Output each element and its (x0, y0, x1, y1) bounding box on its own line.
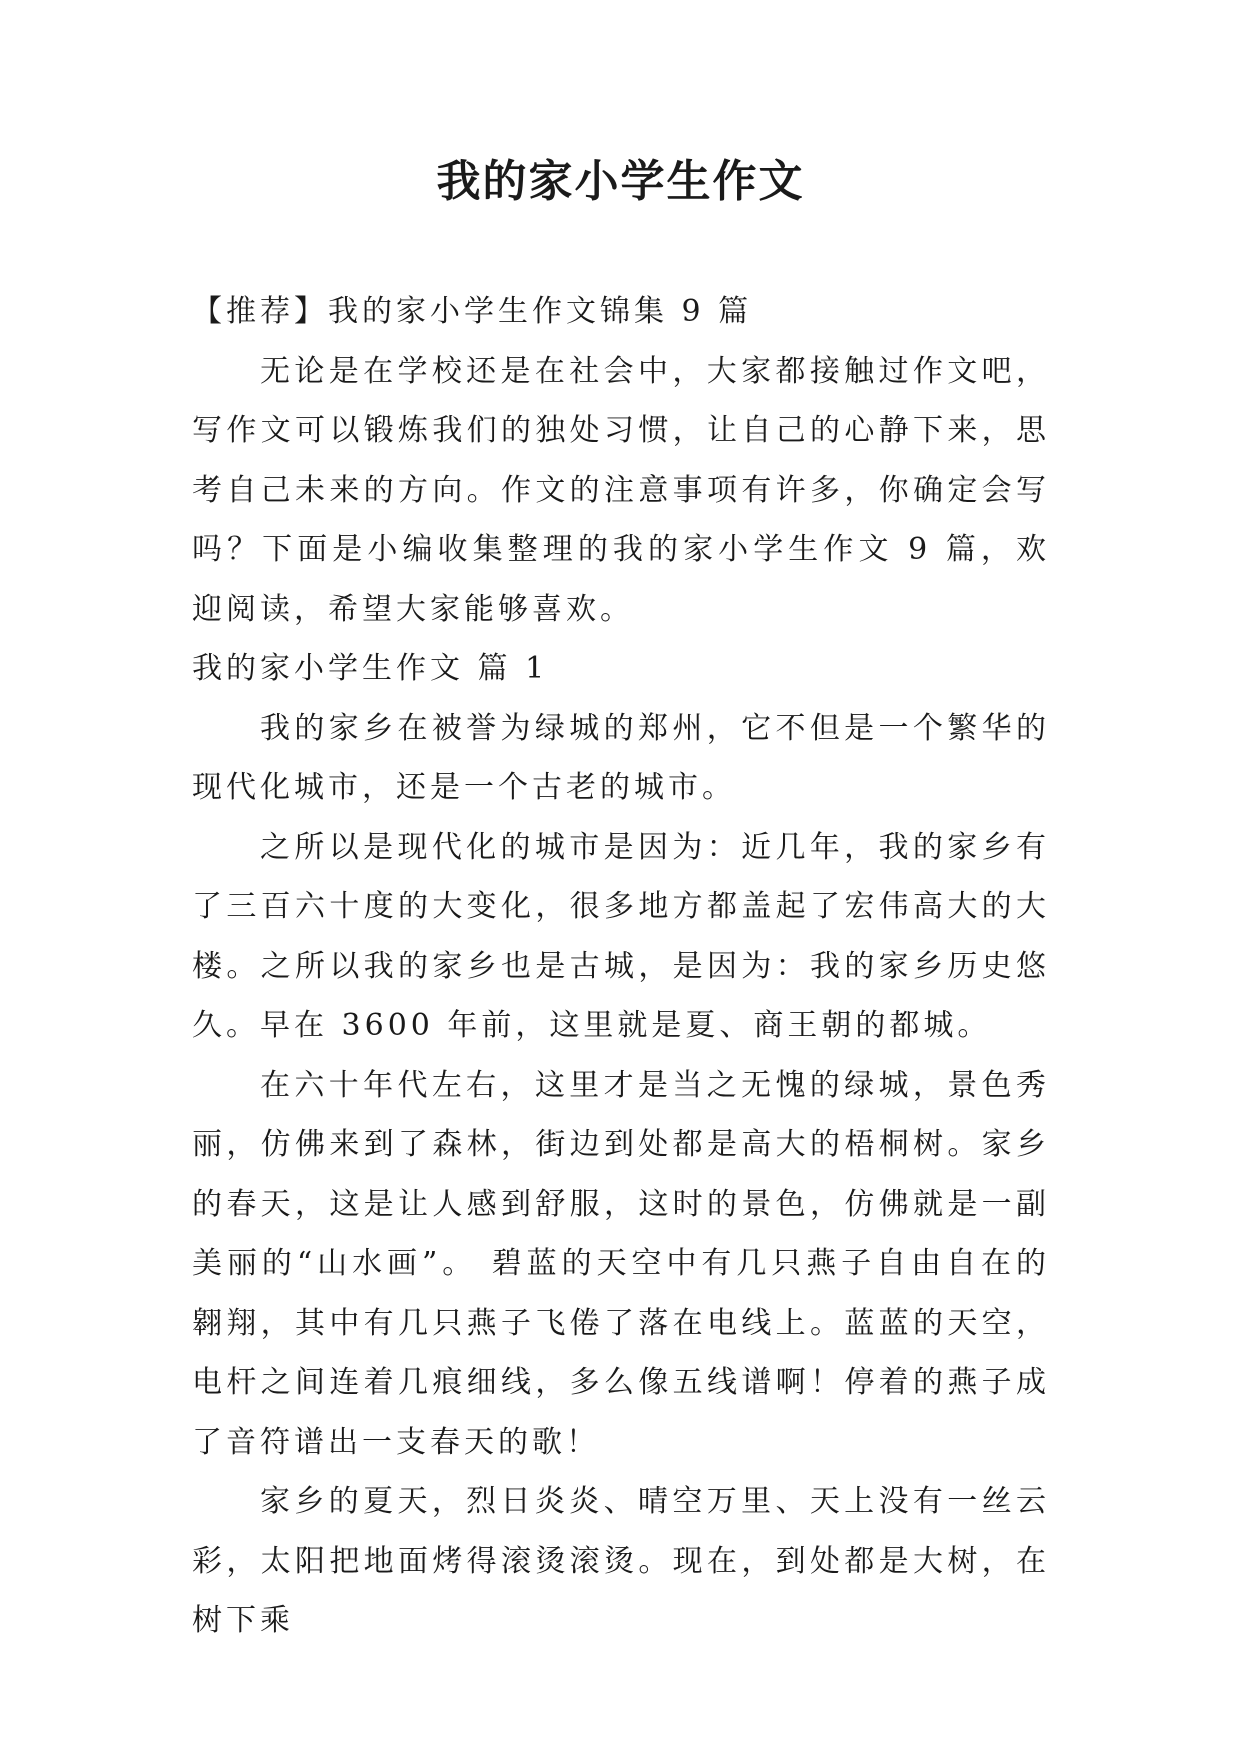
paragraph: 我的家乡在被誉为绿城的郑州，它不但是一个繁华的现代化城市，还是一个古老的城市。 (192, 710, 1050, 805)
intro-paragraph: 无论是在学校还是在社会中，大家都接触过作文吧，写作文可以锻炼我们的独处习惯，让自己的心静下来，思考自己未来的方向。作文的注意事项有许多，你确定会写吗？下面是小编收集整理的我的家小学生作文 9 篇，欢迎阅读，希望大家能够喜欢。 (192, 353, 1050, 627)
document-body (192, 282, 1050, 1651)
paragraph: 之所以是现代化的城市是因为：近几年，我的家乡有了三百六十度的大变化，很多地方都盖起了宏伟高大的大楼。之所以我的家乡也是古城，是因为：我的家乡历史悠久。早在 3600 年前，这里就是夏、商王朝的都城。 (192, 829, 1050, 1043)
essay-1-heading: 我的家小学生作文 篇 1 (192, 651, 549, 686)
paragraph: 家乡的夏天，烈日炎炎、晴空万里、天上没有一丝云彩，太阳把地面烤得滚烫滚烫。现在，到处都是大树，在树下乘 (192, 1484, 1050, 1638)
document-title: 我的家小学生作文 (436, 156, 805, 207)
paragraph: 在六十年代左右，这里才是当之无愧的绿城，景色秀丽，仿佛来到了森林，街边到处都是高大的梧桐树。家乡的春天，这是让人感到舒服，这时的景色，仿佛就是一副美丽的“山水画”。 碧蓝的天空中有几只燕子自由自在的翱翔，其中有几只燕子飞倦了落在电线上。蓝蓝的天空，电杆之间连着几痕细线，多么像五线谱啊！停着的燕子成了音符谱出一支春天的歌！ (192, 1067, 1050, 1460)
intro-heading: 【推荐】我的家小学生作文锦集 9 篇 (192, 294, 753, 329)
